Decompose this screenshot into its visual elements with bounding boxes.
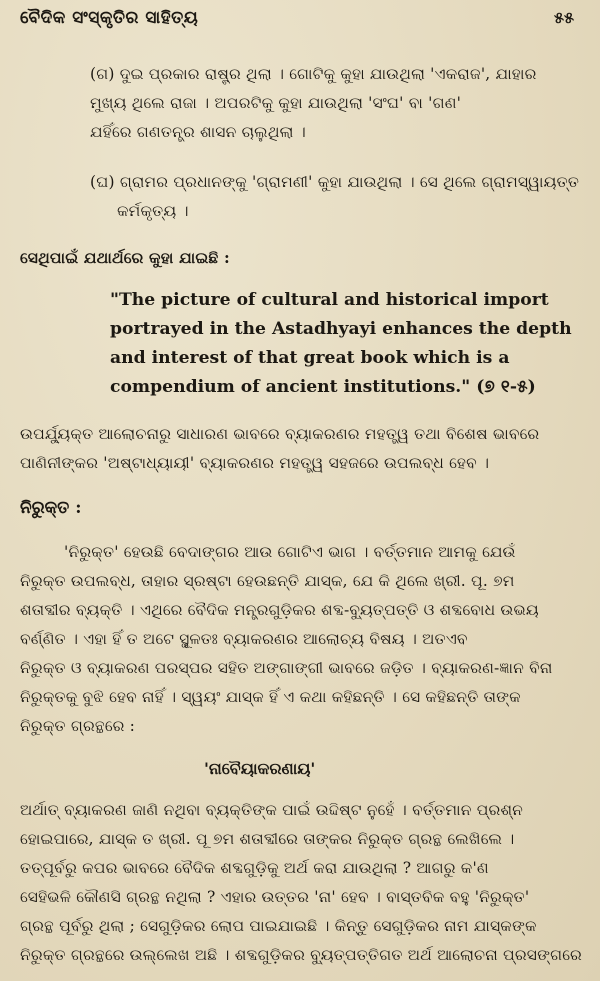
closing-line-5: ଗ୍ରନ୍ଥ ପୂର୍ବରୁ ଥିଲା ; ସେଗୁଡ଼ିକର ଲୋପ ପାଇଯାଇଛି । କିନ୍ତୁ ସେଗୁଡ଼ିକର ନାମ ଯାସ୍କଙ୍କ <box>20 917 537 935</box>
quote-line-3: and interest of that great book which is a <box>110 348 510 368</box>
closing-line-2: ହୋଇପାରେ, ଯାସ୍କ ତ ଖ୍ରୀ. ପୂ ୭ମ ଶତାବ୍ଦୀରେ ତାଙ୍କର ନିରୁକ୍ତ ଗ୍ରନ୍ଥ ଲେଖିଲେ । <box>20 830 515 848</box>
list-item-gha-line-2: କର୍ମକୃତ୍ୟ । <box>117 202 189 220</box>
summary-line-2: ପାଣିନୀଙ୍କର 'ଅଷ୍ଟାଧ୍ୟାୟୀ' ବ୍ୟାକରଣର ମହତ୍ତ୍ୱ ସହଜରେ ଉପଲବ୍ଧ ହେବ । <box>20 454 490 472</box>
list-item-ga-line-2: ମୁଖ୍ୟ ଥିଲେ ରାଜା । ଅପରଟିକୁ କୁହା ଯାଉଥିଲା 'ସଂଘ' ବା 'ଗଣ' <box>90 94 462 112</box>
section-heading-nirukta: ନିରୁକ୍ତ : <box>20 498 82 518</box>
list-item-ga-line-3: ଯହିଁରେ ଗଣତନ୍ତ୍ର ଶାସନ ଚାଲୁଥିଲା । <box>90 123 306 141</box>
closing-line-6: ନିରୁକ୍ତ ଗ୍ରନ୍ଥରେ ଉଲ୍ଲେଖ ଅଛି । ଶବ୍ଦଗୁଡ଼ିକର ବ୍ୟୁତ୍ପତ୍ତିଗତ ଅର୍ଥ ଆଲୋଚନା ପ୍ରସଙ୍ଗରେ <box>20 946 582 964</box>
nirukta-line-7: ନିରୁକ୍ତ ଗ୍ରନ୍ଥରେ : <box>20 717 136 735</box>
page-number: ୫୫ <box>554 8 574 27</box>
nirukta-line-6: ନିରୁକ୍ତକୁ ବୁଝି ହେବ ନାହିଁ । ସ୍ୱୟଂ ଯାସ୍କ ହିଁ ଏ କଥା କହିଛନ୍ତି । ସେ କହିଛନ୍ତି ତାଙ୍କ <box>20 688 521 706</box>
nirukta-line-2: ନିରୁକ୍ତ ଉପଲବ୍ଧ, ତାହାର ସ୍ରଷ୍ଟା ହେଉଛନ୍ତି ଯାସ୍କ, ଯେ କି ଥିଲେ ଖ୍ରୀ. ପୂ. ୭ମ <box>20 572 515 590</box>
summary-line-1: ଉପର୍ଯ୍ୟୁକ୍ତ ଆଲୋଚନାରୁ ସାଧାରଣ ଭାବରେ ବ୍ୟାକରଣର ମହତ୍ତ୍ୱ ତଥା ବିଶେଷ ଭାବରେ <box>20 425 540 443</box>
closing-line-3: ତତ୍ପୂର୍ବରୁ କପର ଭାବରେ ବୈଦିକ ଶବ୍ଦଗୁଡ଼ିକୁ ଅର୍ଥ କରା ଯାଉଥିଲା ? ଆଗରୁ କ'ଣ <box>20 859 489 877</box>
quote-line-2: portrayed in the Astadhyayi enhances the depth <box>110 319 572 339</box>
nirukta-line-3: ଶତାବ୍ଦୀର ବ୍ୟକ୍ତି । ଏଥିରେ ବୈଦିକ ମନ୍ତ୍ରଗୁଡ଼ିକର ଶବ୍ଦ-ବ୍ୟୁତ୍ପତ୍ତି ଓ ଶବ୍ଦବୋଧ ଉଭୟ <box>20 601 539 619</box>
nirukta-line-4: ବର୍ଣ୍ଣିତ । ଏହା ହିଁ ତ ଅଟେ ସ୍ଥୂଳତଃ ବ୍ୟାକରଣର ଆଲୋଚ୍ୟ ବିଷୟ । ଅତଏବ <box>20 630 468 648</box>
list-item-ga-line-1: (ଗ) ଦୁଇ ପ୍ରକାର ରାଷ୍ଟ୍ର ଥିଲା । ଗୋଟିକୁ କୁହା ଯାଉଥିଲା 'ଏକରାଜ', ଯାହାର <box>90 65 537 83</box>
closing-line-4: ସେହିଭଳି କୌଣସି ଗ୍ରନ୍ଥ ନଥିଲା ? ଏହାର ଉତ୍ତର 'ନା' ହେବ । ବାସ୍ତବିକ ବହୁ 'ନିରୁକ୍ତ' <box>20 888 530 906</box>
quote-line-1: "The picture of cultural and historical import <box>110 290 549 310</box>
sanskrit-quote: 'ନାବୈୟାକରଣାୟ' <box>204 759 316 778</box>
closing-line-1: ଅର୍ଥାତ୍ ବ୍ୟାକରଣ ଜାଣି ନଥିବା ବ୍ୟକ୍ତିଙ୍କ ପାଇଁ ଉଦ୍ଦିଷ୍ଟ ନୁହେଁ । ବର୍ତ୍ତମାନ ପ୍ରଶ୍ନ <box>20 801 524 819</box>
intro-line: ସେଥିପାଇଁ ଯଥାର୍ଥରେ କୁହା ଯାଇଛି : <box>20 248 230 267</box>
quote-line-4: compendium of ancient institutions." (୭ ୧-୫) <box>110 377 536 397</box>
list-item-gha-line-1: (ଘ) ଗ୍ରାମର ପ୍ରଧାନଙ୍କୁ 'ଗ୍ରାମଣୀ' କୁହା ଯାଉଥିଲା । ସେ ଥିଲେ ଗ୍ରାମସ୍ୱାୟତ୍ତ <box>90 173 580 191</box>
running-head: ବୈଦିକ ସଂସ୍କୃତିର ସାହିତ୍ୟ <box>20 8 199 28</box>
nirukta-line-1: 'ନିରୁକ୍ତ' ହେଉଛି ବେଦାଙ୍ଗର ଆଉ ଗୋଟିଏ ଭାଗ । ବର୍ତ୍ତମାନ ଆମକୁ ଯେଉଁ <box>64 543 516 561</box>
nirukta-line-5: ନିରୁକ୍ତ ଓ ବ୍ୟାକରଣ ପରସ୍ପର ସହିତ ଅଙ୍ଗାଙ୍ଗୀ ଭାବରେ ଜଡ଼ିତ । ବ୍ୟାକରଣ-ଜ୍ଞାନ ବିନା <box>20 659 553 677</box>
